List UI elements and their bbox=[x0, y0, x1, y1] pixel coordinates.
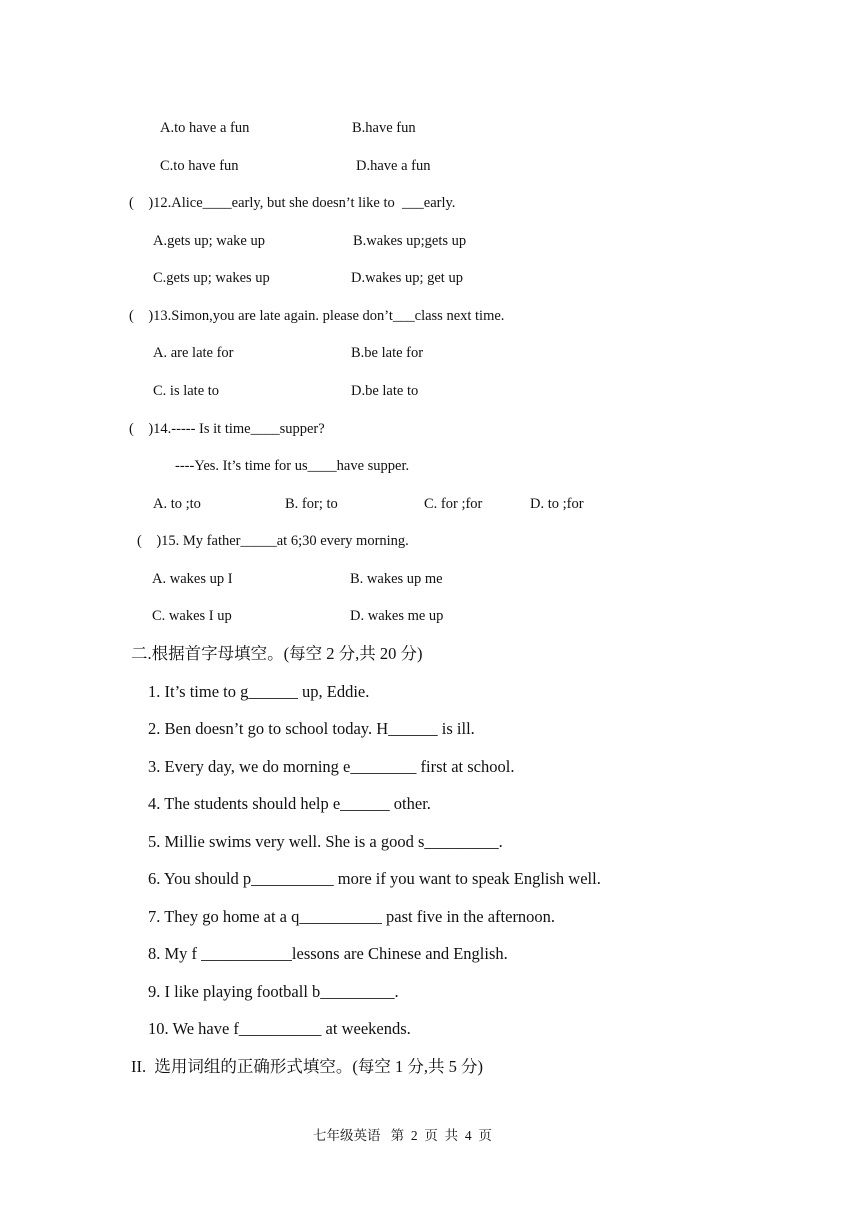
q11-option-b: B.have fun bbox=[352, 120, 416, 136]
fill-item-5: 5. Millie swims very well. She is a good s_________. bbox=[148, 832, 503, 851]
page-footer: 七年级英语 第 2 页 共 4 页 bbox=[313, 1128, 492, 1143]
fill-item-7: 7. They go home at a q__________ past five in the afternoon. bbox=[148, 907, 556, 926]
q13-option-c: C. is late to bbox=[153, 383, 220, 399]
q13-option-b: B.be late for bbox=[351, 345, 424, 361]
fill-item-4: 4. The students should help e______ other. bbox=[148, 794, 431, 813]
q14-stem-reply: ----Yes. It’s time for us____have supper. bbox=[175, 458, 410, 474]
q12-option-d: D.wakes up; get up bbox=[351, 270, 463, 286]
q13-stem: ( )13.Simon,you are late again. please don’t___class next time. bbox=[129, 308, 505, 324]
q15-option-c: C. wakes I up bbox=[152, 608, 232, 624]
q11-option-a: A.to have a fun bbox=[160, 120, 250, 136]
q14-option-b: B. for; to bbox=[285, 496, 338, 512]
q12-option-c: C.gets up; wakes up bbox=[153, 270, 270, 286]
q14-option-d: D. to ;for bbox=[530, 496, 584, 512]
q15-stem: ( )15. My father_____at 6;30 every morning. bbox=[137, 533, 409, 549]
fill-item-8: 8. My f ___________lessons are Chinese and English. bbox=[148, 944, 508, 963]
q14-option-a: A. to ;to bbox=[153, 496, 201, 512]
q13-option-d: D.be late to bbox=[351, 383, 419, 399]
fill-item-10: 10. We have f__________ at weekends. bbox=[148, 1019, 411, 1038]
fill-item-1: 1. It’s time to g______ up, Eddie. bbox=[148, 682, 370, 701]
q12-stem: ( )12.Alice____early, but she doesn’t like to ___early. bbox=[129, 195, 456, 211]
q15-option-b: B. wakes up me bbox=[350, 571, 443, 587]
fill-item-9: 9. I like playing football b_________. bbox=[148, 982, 399, 1001]
section2-heading: 二.根据首字母填空。(每空 2 分,共 20 分) bbox=[131, 644, 423, 663]
fill-item-2: 2. Ben doesn’t go to school today. H______ is ill. bbox=[148, 719, 475, 738]
q15-option-a: A. wakes up I bbox=[152, 571, 233, 587]
q12-option-a: A.gets up; wake up bbox=[153, 233, 265, 249]
q12-option-b: B.wakes up;gets up bbox=[353, 233, 467, 249]
q15-option-d: D. wakes me up bbox=[350, 608, 444, 624]
q14-stem: ( )14.----- Is it time____supper? bbox=[129, 421, 325, 437]
q13-option-a: A. are late for bbox=[153, 345, 234, 361]
q14-option-c: C. for ;for bbox=[424, 496, 483, 512]
fill-item-3: 3. Every day, we do morning e________ first at school. bbox=[148, 757, 515, 776]
section3-heading: II. 选用词组的正确形式填空。(每空 1 分,共 5 分) bbox=[131, 1057, 483, 1076]
fill-item-6: 6. You should p__________ more if you want to speak English well. bbox=[148, 869, 601, 888]
q11-option-d: D.have a fun bbox=[356, 158, 431, 174]
q11-option-c: C.to have fun bbox=[160, 158, 239, 174]
